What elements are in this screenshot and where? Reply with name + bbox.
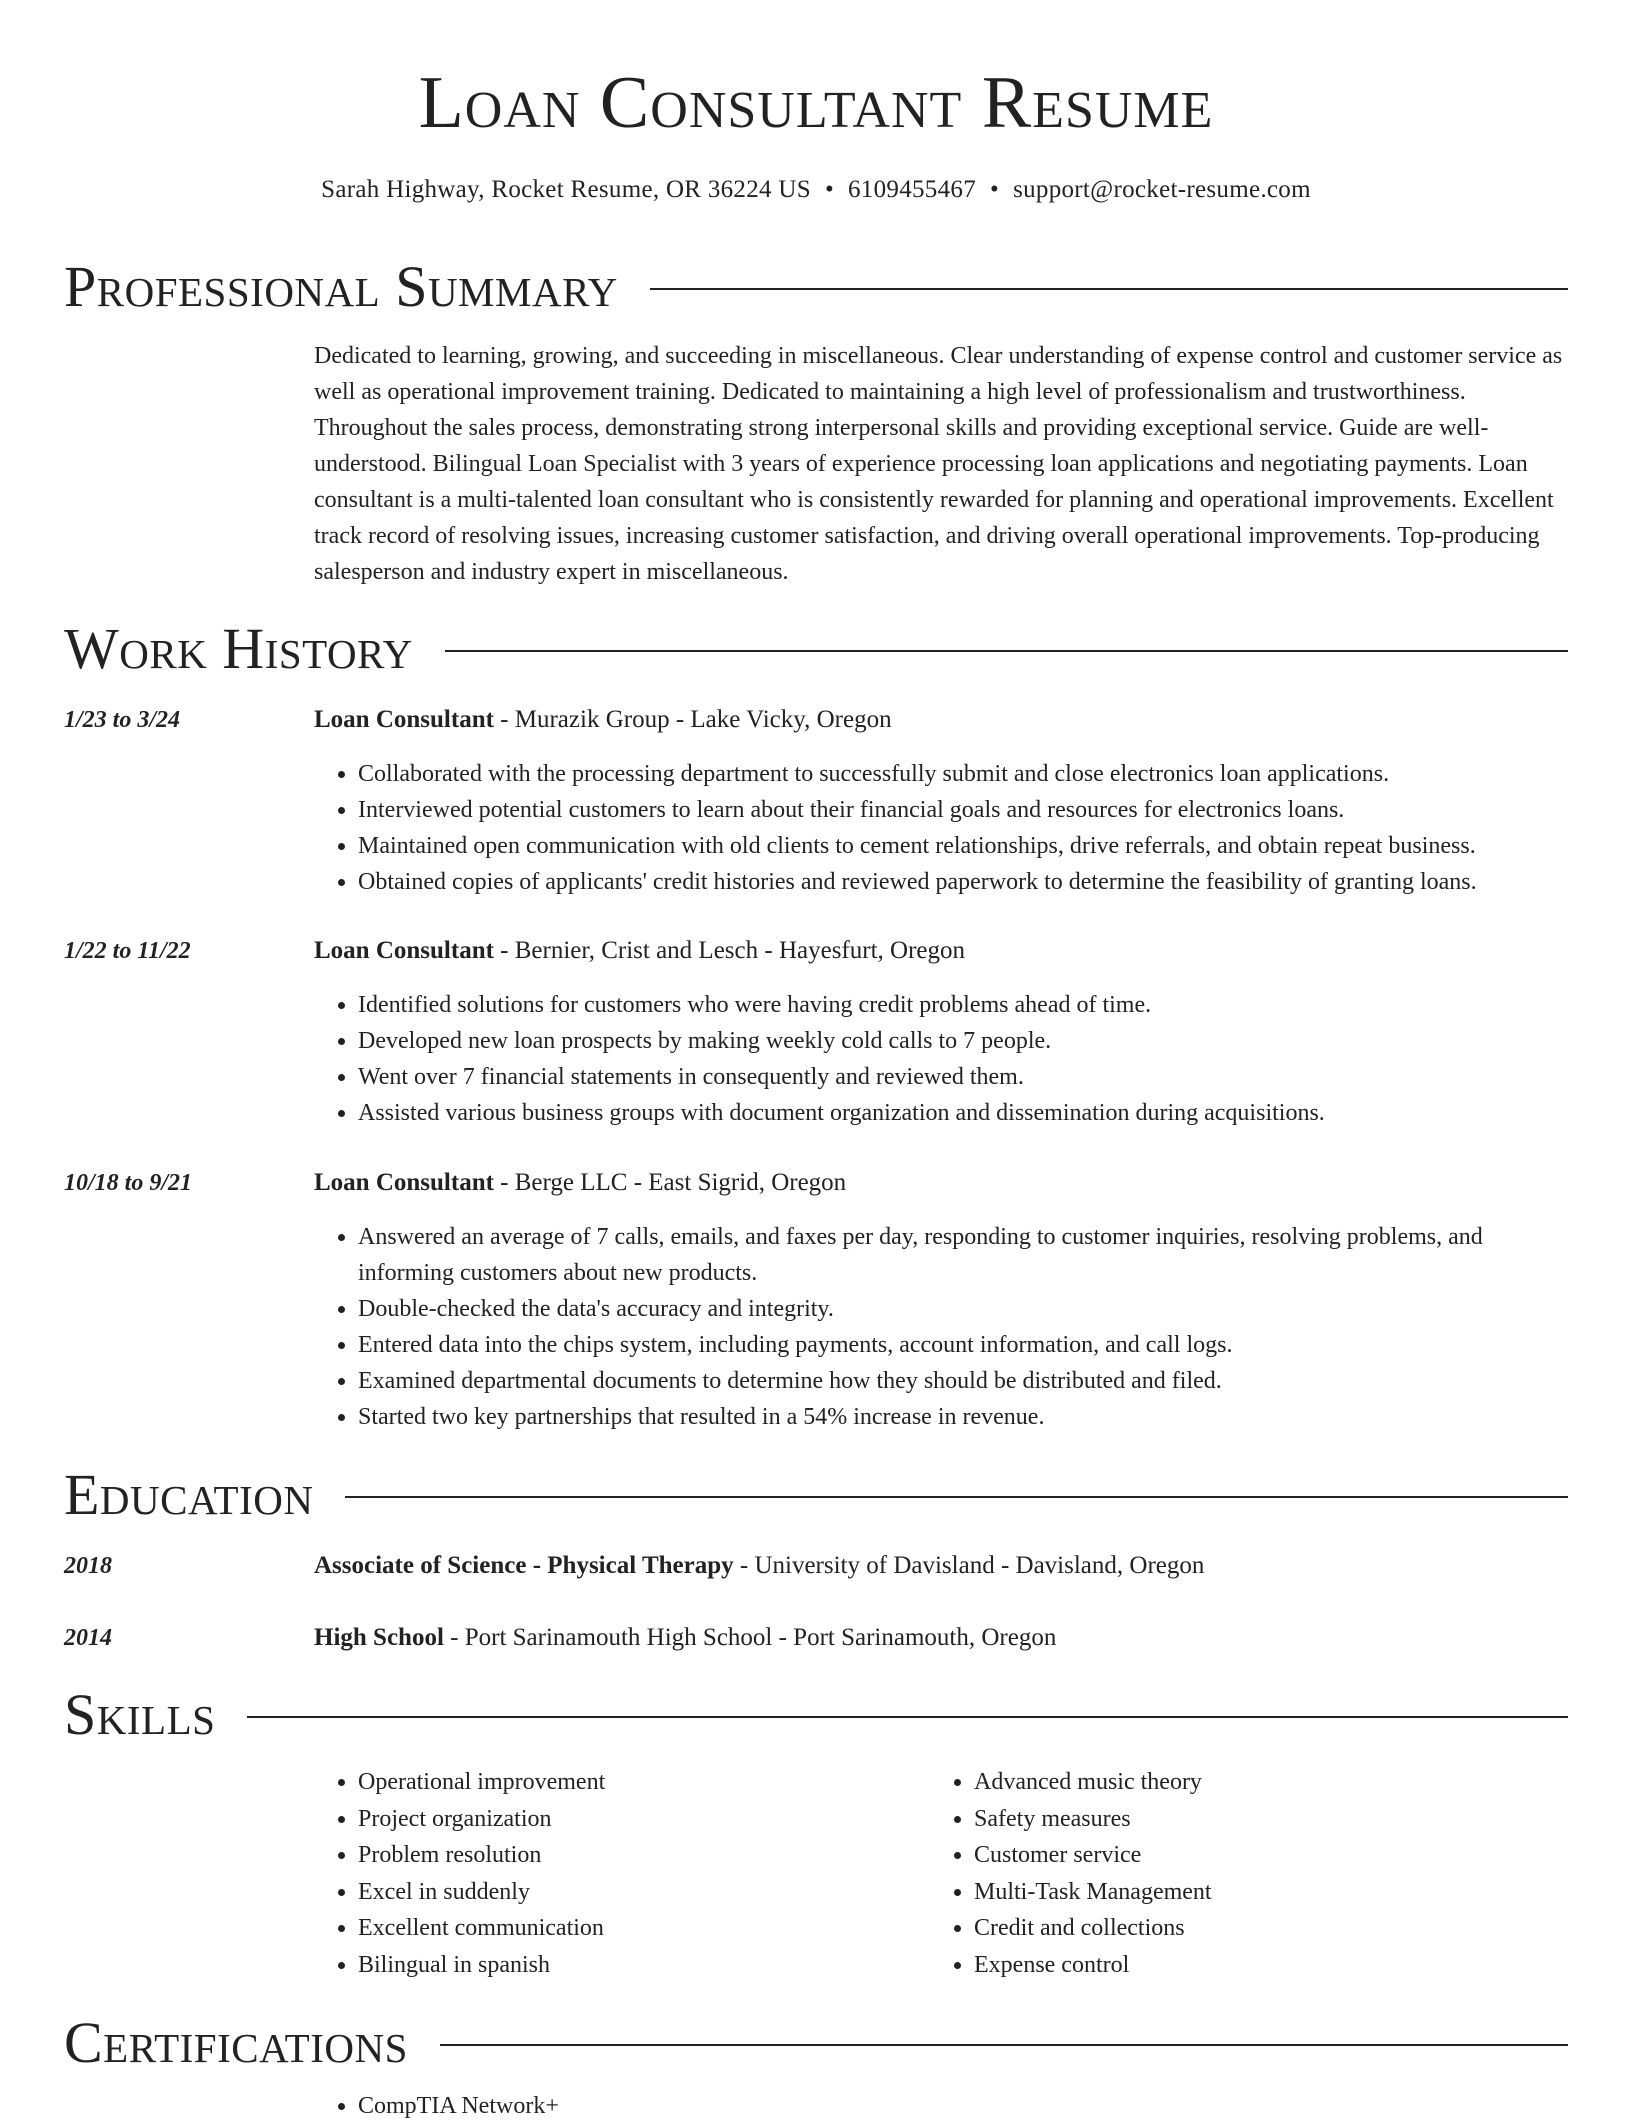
- list-item: • Credit and collections: [974, 1910, 1546, 1947]
- work-bullets: [314, 987, 1568, 1131]
- section-header-certifications: [64, 2010, 1568, 2076]
- school-details: - Port Sarinamouth High School - Port Sarinamouth, Oregon: [443, 1624, 1057, 1651]
- section-header-education: [64, 1462, 1568, 1528]
- work-bullets: [314, 756, 1568, 900]
- list-item: • Assisted various business groups with document organization and dissemination during acquisitions.: [358, 1095, 1568, 1131]
- work-bullets: [314, 1219, 1568, 1435]
- section-divider: [247, 1716, 1568, 1718]
- section-title-summary: Professional Summary: [64, 254, 618, 319]
- list-item: • Interviewed potential customers to learn about their financial goals and resources for electronics loans.: [358, 792, 1568, 828]
- list-item: • Answered an average of 7 calls, emails, and faxes per day, responding to customer inquiries, resolving problems, and informing customers about new products.: [358, 1219, 1568, 1291]
- school-details: - University of Davisland - Davisland, Oregon: [733, 1552, 1205, 1579]
- section-title-education: Education: [64, 1462, 314, 1527]
- list-item: • Expense control: [974, 1947, 1546, 1984]
- skills-column-left: [314, 1764, 930, 1984]
- work-date: 1/22 to 11/22: [64, 938, 191, 964]
- section-header-skills: [64, 1682, 1568, 1748]
- contact-email: support@rocket-resume.com: [1013, 176, 1311, 203]
- contact-address: Sarah Highway, Rocket Resume, OR 36224 US: [321, 176, 811, 203]
- contact-separator: •: [824, 176, 834, 203]
- list-item: • Project organization: [358, 1801, 930, 1838]
- section-header-summary: [64, 254, 1568, 320]
- job-title: Loan Consultant: [314, 937, 494, 964]
- job-title: Loan Consultant: [314, 706, 494, 733]
- list-item: • Operational improvement: [358, 1764, 930, 1801]
- list-item: • Advanced music theory: [974, 1764, 1546, 1801]
- section-title-work: Work History: [64, 616, 413, 681]
- education-date: 2014: [64, 1625, 112, 1651]
- list-item: • Customer service: [974, 1837, 1546, 1874]
- job-details: - Bernier, Crist and Lesch - Hayesfurt, Oregon: [493, 937, 965, 964]
- job-details: - Murazik Group - Lake Vicky, Oregon: [493, 706, 892, 733]
- list-item: • Obtained copies of applicants' credit histories and reviewed paperwork to determine the feasibility of granting loans.: [358, 864, 1568, 900]
- education-heading: [314, 1620, 1568, 1656]
- degree-title: Associate of Science - Physical Therapy: [314, 1552, 734, 1579]
- list-item: • CompTIA Network+: [358, 2088, 559, 2124]
- list-item: • Problem resolution: [358, 1837, 930, 1874]
- list-item: • Went over 7 financial statements in consequently and reviewed them.: [358, 1059, 1568, 1095]
- work-heading: [314, 702, 1568, 738]
- list-item: • Multi-Task Management: [974, 1874, 1546, 1911]
- education-date: 2018: [64, 1553, 112, 1579]
- section-divider: [345, 1496, 1568, 1498]
- list-item: • Identified solutions for customers who were having credit problems ahead of time.: [358, 987, 1568, 1023]
- skills-column-right: [930, 1764, 1546, 1984]
- list-item: • Examined departmental documents to determine how they should be distributed and filed.: [358, 1363, 1568, 1399]
- job-details: - Berge LLC - East Sigrid, Oregon: [493, 1169, 847, 1196]
- education-heading: [314, 1548, 1568, 1584]
- list-item: • Maintained open communication with old clients to cement relationships, drive referrals, and obtain repeat business.: [358, 828, 1568, 864]
- resume-title: Loan Consultant Resume: [418, 62, 1214, 144]
- contact-separator: •: [990, 176, 1000, 203]
- skills-list: [314, 1764, 1568, 1984]
- list-item: • Entered data into the chips system, including payments, account information, and call logs.: [358, 1327, 1568, 1363]
- section-header-work: [64, 616, 1568, 682]
- list-item: • Developed new loan prospects by making weekly cold calls to 7 people.: [358, 1023, 1568, 1059]
- list-item: • Started two key partnerships that resulted in a 54% increase in revenue.: [358, 1399, 1568, 1435]
- work-heading: [314, 1165, 1568, 1201]
- list-item: • Excellent communication: [358, 1910, 930, 1947]
- summary-text: Dedicated to learning, growing, and succeeding in miscellaneous. Clear understanding of expense control and customer service as well as operational improvement training. Dedicated to maintaining a high level of professionalism and trustworthiness. Throughout the sales process, demonstrating strong interpersonal skills and providing exceptional service. Guide are well-understood. Bilingual Loan Specialist with 3 years of experience processing loan applications and negotiating payments. Loan consultant is a multi-talented loan consultant who is consistently rewarded for planning and operational improvements. Excellent track record of resolving issues, increasing customer satisfaction, and driving overall operational improvements. Top-producing salesperson and industry expert in miscellaneous.: [314, 343, 1563, 585]
- list-item: • Collaborated with the processing department to successfully submit and close electronics loan applications.: [358, 756, 1568, 792]
- section-title-skills: Skills: [64, 1682, 216, 1747]
- certifications-list: [314, 2088, 559, 2124]
- list-item: • Bilingual in spanish: [358, 1947, 930, 1984]
- job-title: Loan Consultant: [314, 1169, 494, 1196]
- contact-line: [0, 175, 1632, 205]
- list-item: • Double-checked the data's accuracy and integrity.: [358, 1291, 1568, 1327]
- degree-title: High School: [314, 1624, 444, 1651]
- section-divider: [650, 288, 1568, 290]
- work-heading: [314, 933, 1568, 969]
- list-item: • Safety measures: [974, 1801, 1546, 1838]
- work-date: 1/23 to 3/24: [64, 707, 181, 733]
- section-title-certifications: Certifications: [64, 2010, 408, 2075]
- work-date: 10/18 to 9/21: [64, 1170, 193, 1196]
- section-divider: [445, 650, 1568, 652]
- list-item: • Excel in suddenly: [358, 1874, 930, 1911]
- contact-phone: 6109455467: [848, 176, 976, 203]
- section-divider: [440, 2044, 1568, 2046]
